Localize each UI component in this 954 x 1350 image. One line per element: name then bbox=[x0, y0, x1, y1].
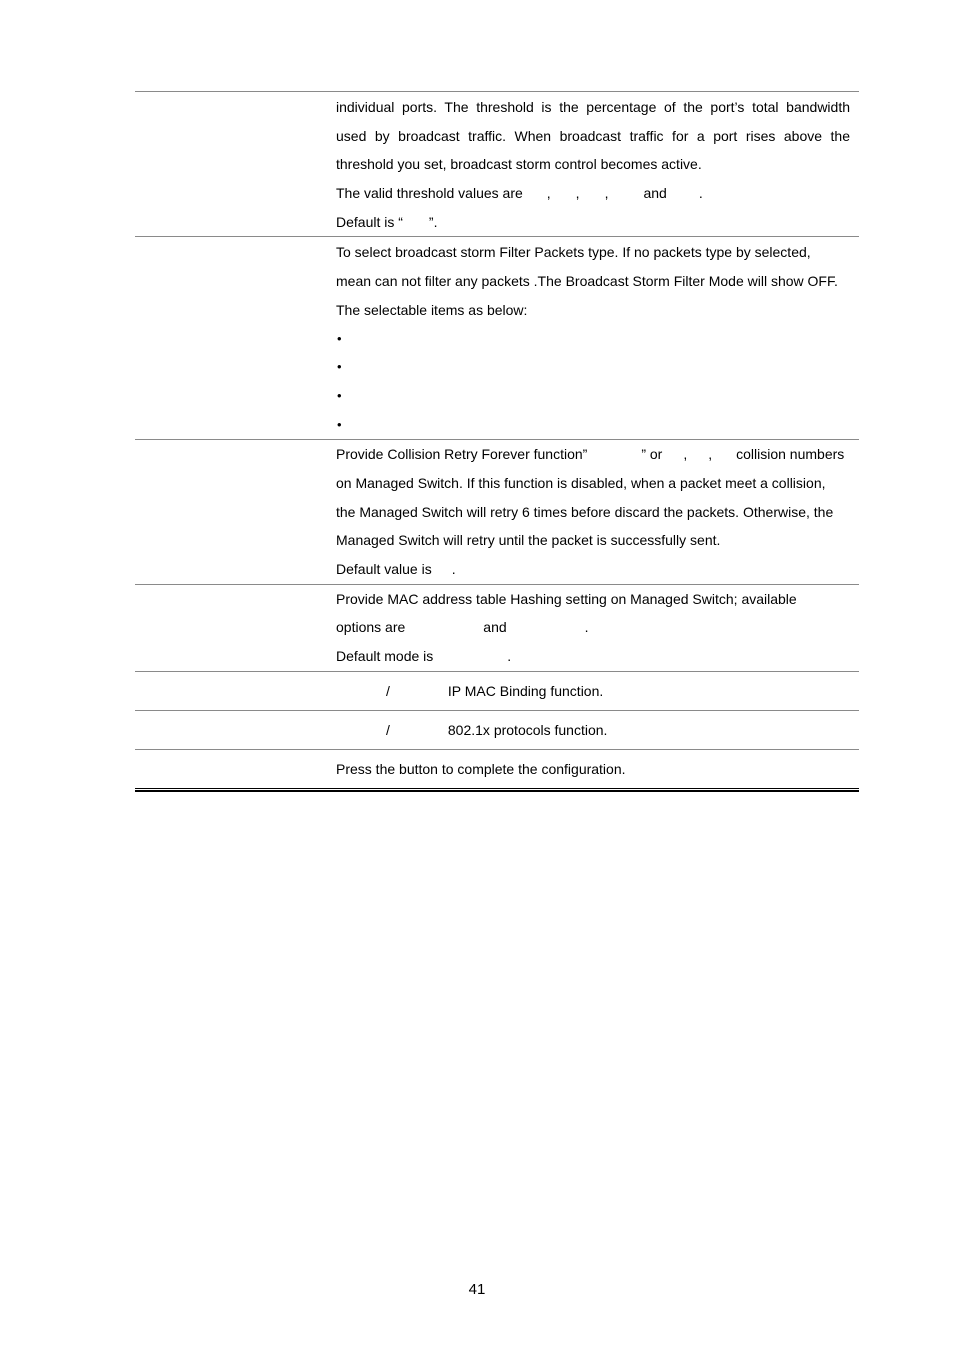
text-fragment: , bbox=[708, 446, 713, 463]
text-fragment: . bbox=[584, 619, 589, 636]
text-fragment: , bbox=[604, 185, 609, 202]
text-fragment: , bbox=[546, 185, 551, 202]
parameter-table bbox=[135, 91, 859, 788]
text-line bbox=[336, 613, 850, 642]
table-row-collision-retry bbox=[135, 440, 859, 584]
text-fragment: ”. bbox=[428, 213, 438, 230]
text-fragment: and bbox=[643, 185, 667, 202]
text-fragment: / bbox=[386, 682, 390, 699]
text-fragment: collision numbers bbox=[736, 446, 845, 463]
table-row-broadcast-threshold bbox=[135, 92, 859, 237]
text-fragment: The valid threshold values are bbox=[336, 185, 523, 202]
table-row-mac-hashing bbox=[135, 585, 859, 672]
bullet-item: • bbox=[337, 387, 342, 403]
text-line: mean can not filter any packets .The Broadcast Storm Filter Mode will show OFF. bbox=[336, 273, 838, 290]
text-fragment: . bbox=[451, 561, 456, 577]
text-fragment: , bbox=[575, 185, 580, 202]
table-row-apply bbox=[135, 750, 859, 788]
text-fragment: . bbox=[698, 185, 703, 202]
row-description: Press the button to complete the configuration. bbox=[336, 760, 626, 777]
bullet-item: • bbox=[337, 330, 342, 346]
row-description bbox=[336, 672, 850, 710]
row-description bbox=[336, 711, 850, 749]
text-fragment: Provide Collision Retry Forever function” bbox=[336, 446, 588, 463]
table-end-rule bbox=[135, 788, 859, 792]
table-row-broadcast-filter bbox=[135, 237, 859, 440]
text-line: Managed Switch will retry until the packet is successfully sent. bbox=[336, 532, 721, 549]
table-row-8021x bbox=[135, 711, 859, 750]
text-line: threshold you set, broadcast storm control becomes active. bbox=[336, 156, 702, 173]
text-line: on Managed Switch. If this function is disabled, when a packet meet a collision, bbox=[336, 474, 826, 491]
text-fragment: IP MAC Binding function. bbox=[447, 682, 604, 699]
text-fragment: Default value is bbox=[336, 561, 432, 577]
text-fragment: Default mode is bbox=[336, 648, 434, 665]
text-line bbox=[336, 208, 850, 237]
row-description bbox=[336, 440, 850, 583]
text-line: The selectable items as below: bbox=[336, 301, 528, 318]
text-line bbox=[336, 555, 850, 584]
text-line: the Managed Switch will retry 6 times before discard the packets. Otherwise, the bbox=[336, 503, 834, 520]
text-fragment: 802.1x protocols function. bbox=[447, 721, 608, 738]
text-line bbox=[336, 440, 850, 469]
text-fragment: ” or bbox=[641, 446, 663, 463]
table-row-ip-mac-binding bbox=[135, 672, 859, 711]
text-fragment: . bbox=[507, 648, 512, 665]
text-line: Provide MAC address table Hashing setting on Managed Switch; available bbox=[336, 590, 797, 607]
row-description bbox=[336, 585, 850, 671]
text-fragment: , bbox=[683, 446, 688, 463]
page-number: 41 bbox=[468, 1281, 486, 1298]
bullet-item: • bbox=[337, 359, 342, 375]
text-line bbox=[336, 642, 850, 671]
bullet-item: • bbox=[337, 416, 342, 432]
text-line bbox=[336, 179, 850, 208]
text-fragment: Default is “ bbox=[336, 213, 403, 230]
text-line: individual ports. The threshold is the percentage of the port’s total bandwidth bbox=[336, 99, 850, 115]
text-fragment: options are bbox=[336, 619, 406, 636]
text-fragment: and bbox=[483, 619, 507, 636]
text-line: used by broadcast traffic. When broadcast traffic for a port rises above the bbox=[336, 127, 850, 144]
text-line: To select broadcast storm Filter Packets type. If no packets type by selected, bbox=[336, 244, 811, 261]
row-description bbox=[336, 92, 850, 236]
row-description bbox=[336, 237, 850, 439]
text-fragment: / bbox=[386, 721, 390, 738]
